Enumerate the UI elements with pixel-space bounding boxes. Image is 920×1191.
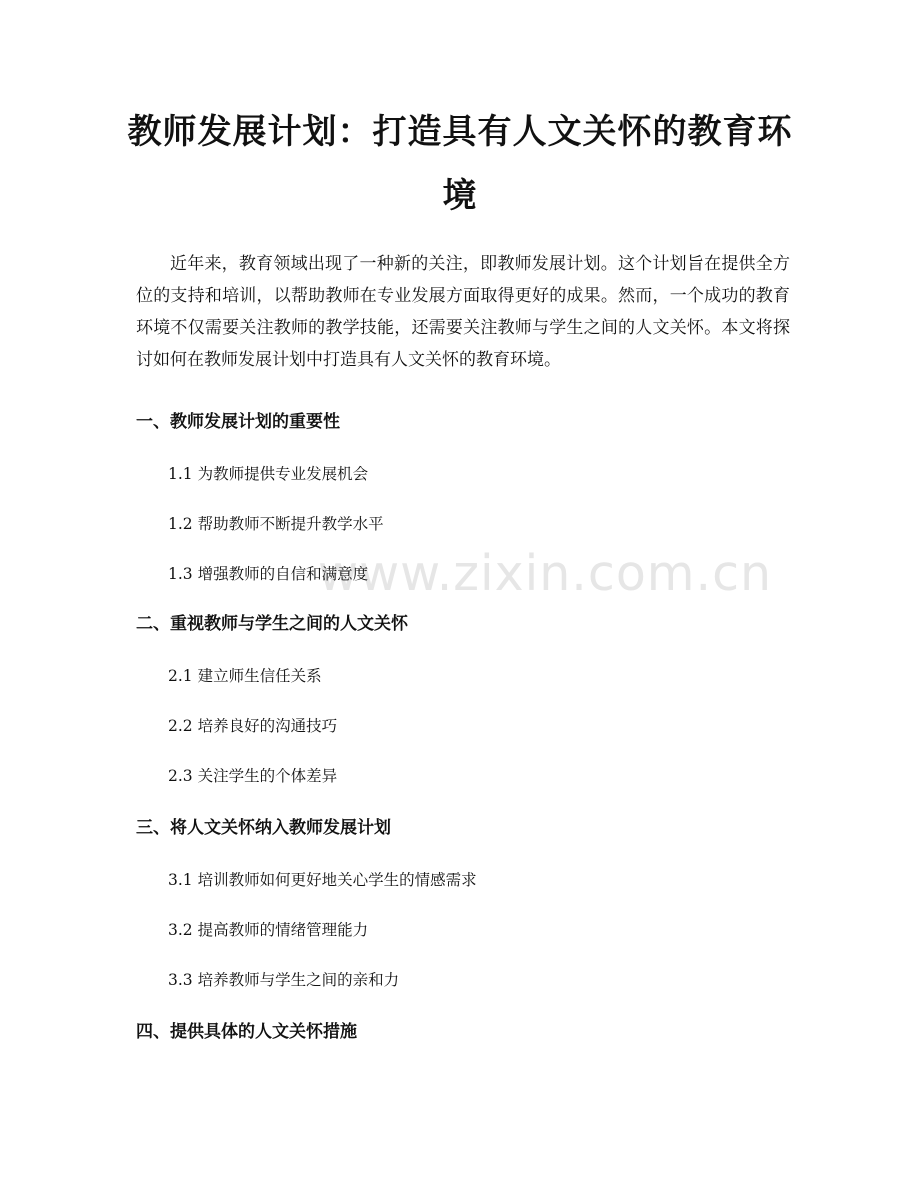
section-1-item-2: 1.2 帮助教师不断提升教学水平 <box>168 515 384 533</box>
section-3-item-3: 3.3 培养教师与学生之间的亲和力 <box>168 971 400 989</box>
section-2-item-3: 2.3 关注学生的个体差异 <box>168 767 338 785</box>
section-1-item-3: 1.3 增强教师的自信和满意度 <box>168 565 369 583</box>
section-2-item-2: 2.2 培养良好的沟通技巧 <box>168 717 338 735</box>
section-2-item-1: 2.1 建立师生信任关系 <box>168 667 322 685</box>
watermark: www.zixin.com.cn <box>318 545 773 602</box>
document-title: 教师发展计划：打造具有人文关怀的教育环境 <box>127 112 793 216</box>
intro-paragraph: 近年来，教育领域出现了一种新的关注，即教师发展计划。这个计划旨在提供全方位的支持和培训，以帮助教师在专业发展方面取得更好的成果。然而，一个成功的教育环境不仅需要关注教师的教学技能，还需要关注教师与学生之间的人文关怀。本文将探讨如何在教师发展计划中打造具有人文关怀的教育环境。 <box>136 254 790 370</box>
section-3-item-1: 3.1 培训教师如何更好地关心学生的情感需求 <box>168 871 477 889</box>
section-1-item-1: 1.1 为教师提供专业发展机会 <box>168 465 369 483</box>
section-heading-1: 一、教师发展计划的重要性 <box>136 412 340 432</box>
section-heading-3: 三、将人文关怀纳入教师发展计划 <box>136 818 391 838</box>
section-heading-4: 四、提供具体的人文关怀措施 <box>136 1022 357 1042</box>
section-3-item-2: 3.2 提高教师的情绪管理能力 <box>168 921 369 939</box>
section-heading-2: 二、重视教师与学生之间的人文关怀 <box>136 614 408 634</box>
